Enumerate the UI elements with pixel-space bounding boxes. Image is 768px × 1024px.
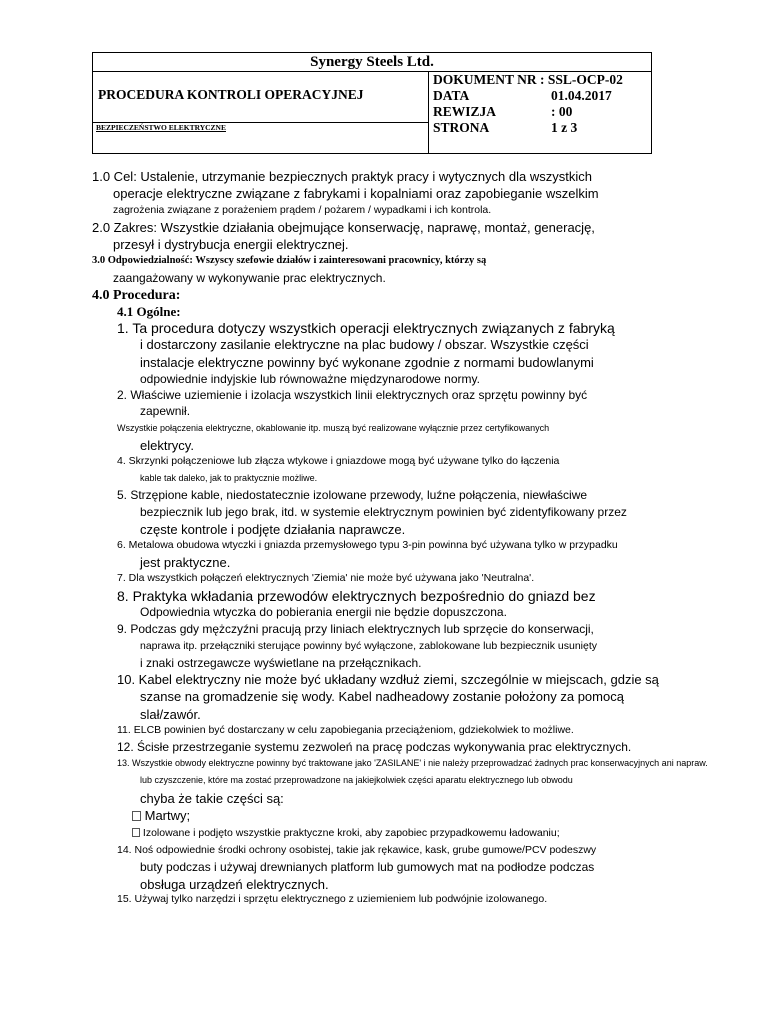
item-6-line-2: jest praktyczne. <box>140 555 231 570</box>
page-label: STRONA <box>433 120 490 135</box>
general-heading: 4.1 Ogólne: <box>117 304 181 319</box>
item-8-line-1: 8. Praktyka wkładania przewodów elektrycznych bezpośrednio do gniazd bez <box>117 588 596 604</box>
item-11-line-1: 11. ELCB powinien być dostarczany w celu zapobiegania przeciążeniom, gdziekolwiek to możliwe. <box>117 724 574 736</box>
item-1-line-4: odpowiednie indyjskie lub równoważne międzynarodowe normy. <box>140 372 480 386</box>
item-6-line-1: 6. Metalowa obudowa wtyczki i gniazda przemysłowego typu 3-pin powinna być używana tylko w przypadku <box>117 539 618 551</box>
item-10-line-1: 10. Kabel elektryczny nie może być układany wzdłuż ziemi, szczególnie w miejscach, gdzie są <box>117 672 659 687</box>
item-7-line-1: 7. Dla wszystkich połączeń elektrycznych 'Ziemia' nie może być używana jako 'Neutralna'. <box>117 572 535 584</box>
item-15-line-1: 15. Używaj tylko narzędzi i sprzętu elektrycznego z uziemieniem lub podwójnie izolowanego. <box>117 893 548 905</box>
item-9-line-2: naprawa itp. przełączniki sterujące powinny być wyłączone, zablokowane lub bezpiecznik usunięty <box>140 640 597 652</box>
doc-number: DOKUMENT NR : SSL-OCP-02 <box>433 72 623 87</box>
revision-value: : 00 <box>551 104 573 119</box>
document-header <box>92 52 652 154</box>
checkbox-bullet-icon <box>132 811 141 821</box>
scope-line-2: przesył i dystrybucja energii elektrycznej. <box>113 237 349 252</box>
item-3-line-2: elektrycy. <box>140 438 194 453</box>
revision-label: REWIZJA <box>433 104 497 119</box>
item-14-line-3: obsługa urządzeń elektrycznych. <box>140 877 329 892</box>
item-10-line-2: szanse na gromadzenie się wody. Kabel nadheadowy zostanie położony za pomocą <box>140 689 624 704</box>
procedure-title: PROCEDURA KONTROLI OPERACYJNEJ <box>98 87 364 102</box>
item-10-line-3: slał/zawór. <box>140 707 201 722</box>
company-name: Synergy Steels Ltd. <box>93 53 651 72</box>
date-value: 01.04.2017 <box>551 88 612 103</box>
item-2-line-1: 2. Właściwe uziemienie i izolacja wszystkich linii elektrycznych oraz sprzętu powinny być <box>117 388 588 402</box>
doc-number-row <box>433 72 623 88</box>
item-5-line-2: bezpiecznik lub jego brak, itd. w systemie elektrycznym powinien być zidentyfikowany przez <box>140 505 627 519</box>
procedure-subtitle: BEZPIECZEŃSTWO ELEKTRYCZNE <box>96 123 226 132</box>
item-13-bullet-1: Martwy; <box>132 809 190 822</box>
item-5-line-3: częste kontrole i podjęte działania naprawcze. <box>140 522 406 537</box>
responsibility-line-1: 3.0 Odpowiedzialność: Wszyscy szefowie działów i zainteresowani pracownicy, którzy są <box>92 255 487 266</box>
revision-row <box>433 104 573 120</box>
page-row <box>433 120 578 136</box>
scope-line-1: 2.0 Zakres: Wszystkie działania obejmujące konserwację, naprawę, montaż, generację, <box>92 220 595 235</box>
item-13-bullet-2: Izolowane i podjęto wszystkie praktyczne kroki, aby zapobiec przypadkowemu ładowaniu; <box>132 828 560 839</box>
item-13-line-2: lub czyszczenie, które ma zostać przeprowadzone na jakiejkolwiek części aparatu elektrycznego lub obwodu <box>140 775 573 785</box>
item-14-line-1: 14. Noś odpowiednie środki ochrony osobistej, takie jak rękawice, kask, grube gumowe/PCV podeszwy <box>117 844 597 856</box>
responsibility-line-2: zaangażowany w wykonywanie prac elektrycznych. <box>113 271 386 285</box>
item-1-line-3: instalacje elektryczne powinny być wykonane zgodnie z normami budowlanymi <box>140 355 594 370</box>
item-8-line-2: Odpowiednia wtyczka do pobierania energii nie będzie dopuszczona. <box>140 605 507 619</box>
item-4-line-1: 4. Skrzynki połączeniowe lub złącza wtykowe i gniazdowe mogą być używane tylko do łączenia <box>117 455 560 467</box>
item-13-line-3: chyba że takie części są: <box>140 791 284 806</box>
procedure-heading: 4.0 Procedura: <box>92 288 181 303</box>
item-5-line-1: 5. Strzępione kable, niedostatecznie izolowane przewody, luźne połączenia, niewłaściwe <box>117 488 588 502</box>
item-1-line-1: 1. Ta procedura dotyczy wszystkich operacji elektrycznych związanych z fabryką <box>117 320 615 336</box>
item-12-line-1: 12. Ścisłe przestrzeganie systemu zezwoleń na pracę podczas wykonywania prac elektrycznych. <box>117 740 632 754</box>
item-2-line-2: zapewnił. <box>140 404 191 418</box>
purpose-line-2: operacje elektryczne związane z fabrykami i kopalniami oraz zapobieganie wszelkim <box>113 186 599 201</box>
page-value: 1 z 3 <box>551 120 578 135</box>
item-9-line-3: i znaki ostrzegawcze wyświetlane na przełącznikach. <box>140 656 422 670</box>
checkbox-bullet-icon <box>132 828 140 837</box>
item-4-line-2: kable tak daleko, jak to praktycznie możliwe. <box>140 473 318 483</box>
item-13-line-1: 13. Wszystkie obwody elektryczne powinny być traktowane jako 'ZASILANE' i nie należy przeprowadzać żadnych prac konserwacyjnych ani napraw. <box>117 758 708 768</box>
header-divider <box>428 72 429 154</box>
purpose-line-3: zagrożenia związane z porażeniem prądem / pożarem / wypadkami i ich kontrola. <box>113 204 492 216</box>
item-3-line-1: Wszystkie połączenia elektryczne, okablowanie itp. muszą być realizowane wyłącznie przez certyfikowanych <box>117 423 550 433</box>
date-row <box>433 88 612 104</box>
item-1-line-2: i dostarczony zasilanie elektryczne na plac budowy / obszar. Wszystkie części <box>140 337 589 352</box>
item-9-line-1: 9. Podczas gdy mężczyźni pracują przy liniach elektrycznych lub sprzęcie do konserwacji, <box>117 622 594 636</box>
date-label: DATA <box>433 88 470 103</box>
purpose-line-1: 1.0 Cel: Ustalenie, utrzymanie bezpiecznych praktyk pracy i wytycznych dla wszystkich <box>92 169 592 184</box>
item-14-line-2: buty podczas i używaj drewnianych platform lub gumowych mat na podłodze podczas <box>140 860 595 874</box>
